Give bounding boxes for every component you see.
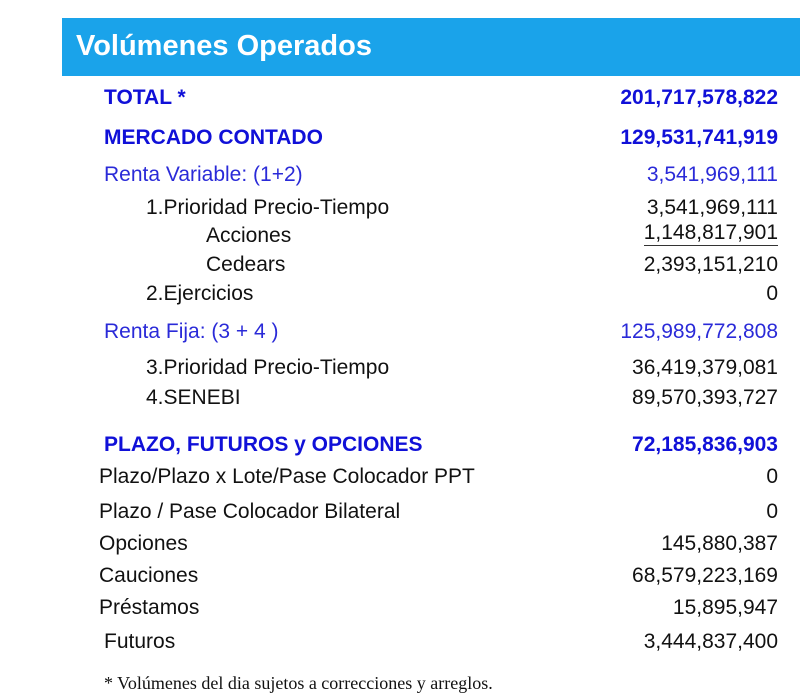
row-value: 89,570,393,727 — [632, 386, 778, 409]
row-label: Futuros — [104, 630, 176, 653]
row-value: 1,148,817,901 — [643, 221, 778, 244]
row-label: Plazo/Plazo x Lote/Pase Colocador PPT — [99, 465, 475, 488]
row-acciones — [0, 221, 800, 251]
row-value: 2,393,151,210 — [643, 253, 778, 276]
row-label: Acciones — [206, 224, 292, 247]
row-senebi — [0, 383, 800, 413]
row-label: MERCADO CONTADO — [104, 126, 323, 149]
row-label: Opciones — [99, 532, 188, 555]
row-value: 145,880,387 — [661, 532, 778, 555]
row-value: 15,895,947 — [672, 596, 778, 619]
row-label: 2.Ejercicios — [146, 282, 254, 305]
row-plazo-lote — [0, 462, 800, 492]
footnote: * Volúmenes del dia sujetos a correcciones y arreglos. — [104, 673, 493, 693]
row-prestamos — [0, 593, 800, 623]
row-opciones — [0, 529, 800, 559]
page-title: Volúmenes Operados — [76, 30, 372, 62]
row-total — [0, 83, 800, 113]
row-label: Cauciones — [99, 564, 199, 587]
row-plazo-futuros-opciones — [0, 430, 800, 460]
row-value: 0 — [766, 282, 778, 305]
row-value: 125,989,772,808 — [620, 320, 778, 343]
row-value: 201,717,578,822 — [620, 86, 778, 109]
row-value: 129,531,741,919 — [620, 126, 778, 149]
row-renta-fija — [0, 317, 800, 347]
row-cedears — [0, 250, 800, 280]
row-value: 72,185,836,903 — [632, 433, 778, 456]
row-cauciones — [0, 561, 800, 591]
row-label: 4.SENEBI — [146, 386, 241, 409]
row-prioridad-1 — [0, 193, 800, 223]
row-mercado-contado — [0, 123, 800, 153]
row-value: 3,541,969,111 — [646, 163, 778, 186]
row-label: TOTAL * — [104, 86, 186, 109]
row-label: 3.Prioridad Precio-Tiempo — [146, 356, 390, 379]
row-label: Renta Fija: (3 + 4 ) — [104, 320, 279, 343]
row-label: 1.Prioridad Precio-Tiempo — [146, 196, 390, 219]
row-value: 0 — [766, 500, 778, 523]
row-label: PLAZO, FUTUROS y OPCIONES — [104, 433, 423, 456]
row-futuros — [0, 627, 800, 657]
row-label: Renta Variable: (1+2) — [104, 163, 303, 186]
row-label: Plazo / Pase Colocador Bilateral — [99, 500, 401, 523]
header-bar — [62, 18, 800, 76]
row-value: 3,541,969,111 — [646, 196, 778, 219]
row-plazo-bilateral — [0, 497, 800, 527]
row-value: 36,419,379,081 — [632, 356, 778, 379]
row-value: 0 — [766, 465, 778, 488]
row-value: 68,579,223,169 — [632, 564, 778, 587]
row-ejercicios — [0, 279, 800, 309]
row-label: Cedears — [206, 253, 286, 276]
row-label: Préstamos — [99, 596, 200, 619]
row-prioridad-3 — [0, 353, 800, 383]
row-value: 3,444,837,400 — [643, 630, 778, 653]
row-renta-variable — [0, 160, 800, 190]
